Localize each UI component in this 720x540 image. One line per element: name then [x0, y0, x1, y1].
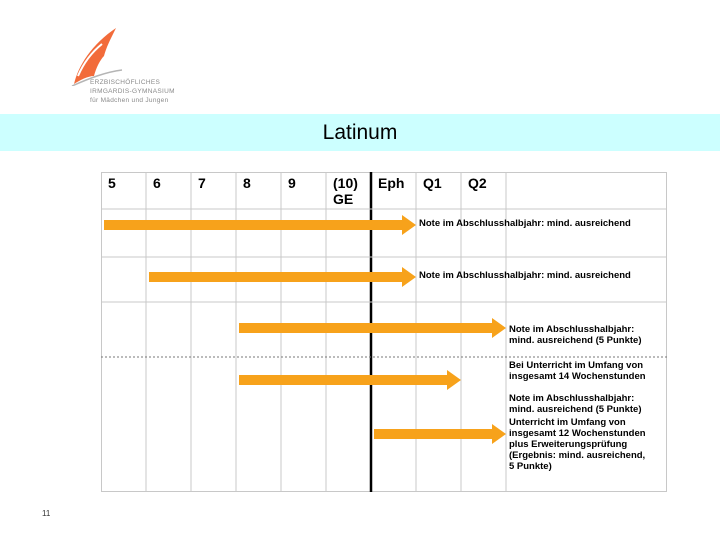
requirement-note: Note im Abschlusshalbjahr: mind. ausreichend — [419, 218, 631, 229]
slide-title: Latinum — [322, 121, 398, 144]
column-header: 5 — [108, 175, 116, 191]
duration-arrow — [374, 424, 506, 444]
school-logo — [70, 26, 180, 106]
logo-sail-icon — [70, 26, 180, 86]
duration-arrow — [149, 267, 416, 287]
column-header: Eph — [378, 175, 405, 191]
latinum-table — [101, 172, 667, 492]
requirement-note: Note im Abschlusshalbjahr: mind. ausreichend (5 Punkte) — [509, 324, 642, 346]
column-header: Q2 — [468, 175, 487, 191]
logo-line-2: IRMGARDIS-GYMNASIUM — [90, 88, 175, 95]
column-header: 9 — [288, 175, 296, 191]
logo-line-1: ERZBISCHÖFLICHES — [90, 79, 161, 86]
column-header: (10) GE — [333, 175, 358, 207]
column-header: 7 — [198, 175, 206, 191]
column-header: 6 — [153, 175, 161, 191]
duration-arrow — [239, 370, 461, 390]
column-header: 8 — [243, 175, 251, 191]
duration-arrow — [239, 318, 506, 338]
logo-line-3: für Mädchen und Jungen — [90, 97, 169, 104]
requirement-note: Bei Unterricht im Umfang von insgesamt 14 Wochenstunden Note im Abschlusshalbjahr: mind. ausreichend (5 Punkte) — [509, 360, 646, 415]
logo-text — [90, 78, 175, 105]
page-number: 11 — [42, 509, 51, 518]
duration-arrow — [104, 215, 416, 235]
requirement-note: Note im Abschlusshalbjahr: mind. ausreichend — [419, 270, 631, 281]
requirement-note: Unterricht im Umfang von insgesamt 12 Wochenstunden plus Erweiterungsprüfung (Ergebnis: mind. ausreichend, 5 Punkte) — [509, 417, 646, 472]
column-header: Q1 — [423, 175, 442, 191]
